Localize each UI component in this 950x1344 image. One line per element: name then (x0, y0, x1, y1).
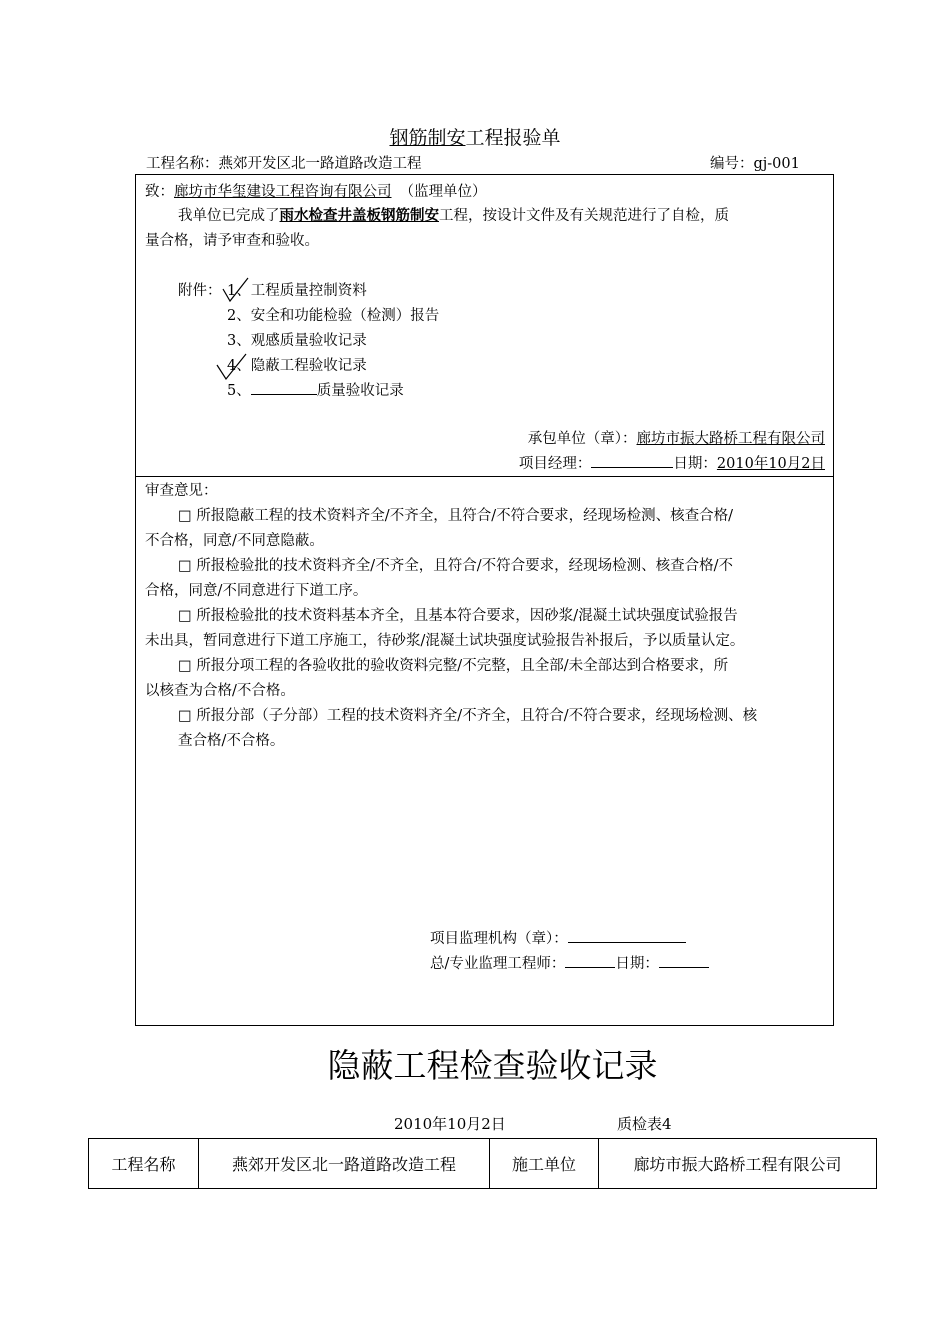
number-value: gj-001 (753, 156, 800, 172)
manager-label: 项目经理： (518, 456, 592, 472)
form-title-work: 钢筋制安 (389, 127, 466, 149)
form-title-suffix: 工程报验单 (465, 127, 561, 149)
construction-unit-label-cell: 施工单位 (490, 1139, 599, 1189)
project-name: 燕郊开发区北一路道路改造工程 (218, 156, 422, 172)
date-label: 日期： (673, 456, 717, 472)
construction-unit-value-cell: 廊坊市振大路桥工程有限公司 (599, 1139, 877, 1189)
record-title: 隐蔽工程检查验收记录 (327, 1046, 658, 1085)
contractor-name: 廊坊市振大路桥工程有限公司 (636, 431, 825, 447)
project-name-label-cell: 工程名称 (89, 1139, 199, 1189)
review-label: 审查意见： (145, 483, 218, 499)
date-value: 2010年10月2日 (716, 456, 825, 472)
contractor-line (528, 427, 825, 448)
record-form-number: 质检表4 (617, 1115, 672, 1133)
review-option-3: □ 所报检验批的技术资料基本齐全，且基本符合要求，因砂浆/混凝土试块强度试验报告 (178, 608, 738, 624)
review-option-3-cont: 未出具，暂同意进行下道工序施工，待砂浆/混凝土试块强度试验报告补报后，予以质量认定。 (145, 633, 745, 649)
review-option-1: □ 所报隐蔽工程的技术资料齐全/不齐全，且符合/不符合要求，经现场检测、核查合格/ (178, 508, 733, 524)
form-number (710, 152, 800, 173)
attachments-label: 附件： (178, 283, 222, 299)
record-info-table (88, 1138, 877, 1189)
record-date: 2010年10月2日 (394, 1115, 506, 1133)
review-option-5-cont: 查合格/不合格。 (178, 733, 285, 749)
review-option-1-cont: 不合格，同意/不同意隐蔽。 (145, 533, 324, 549)
supervisor-org-blank (568, 928, 686, 943)
attachment-item-2: 2、安全和功能检验（检测）报告 (227, 308, 440, 324)
review-box (135, 475, 834, 1026)
check-mark-icon (222, 277, 250, 307)
body-suffix: 工程，按设计文件及有关规范进行了自检，质 (439, 208, 729, 224)
engineer-signature-blank (565, 953, 615, 968)
attachment-item-3: 3、观感质量验收记录 (227, 333, 367, 349)
to-label: 致： (145, 184, 174, 200)
body-prefix: 我单位已完成了 (178, 208, 280, 224)
contractor-label: 承包单位（章）： (527, 431, 637, 447)
supervisor-org-label: 项目监理机构（章）： (430, 931, 568, 947)
review-option-5: □ 所报分部（子分部）工程的技术资料齐全/不齐全，且符合/不符合要求，经现场检测、核 (178, 708, 758, 724)
supervisor-org-line (430, 927, 686, 948)
attachment-5-prefix: 5、 (227, 383, 251, 399)
review-option-2-cont: 合格，同意/不同意进行下道工序。 (145, 583, 368, 599)
supervisor-suffix: （监理单位） (399, 184, 487, 200)
project-label: 工程名称： (146, 156, 219, 172)
submission-box (135, 174, 834, 477)
form-title (0, 123, 950, 150)
check-mark-icon (216, 353, 248, 383)
body-line-2: 量合格，请予审查和验收。 (145, 233, 319, 249)
project-name-value-cell: 燕郊开发区北一路道路改造工程 (199, 1139, 490, 1189)
manager-signature-blank (591, 453, 673, 468)
review-option-2: □ 所报检验批的技术资料齐全/不齐全，且符合/不符合要求，经现场检测、核查合格/不 (178, 558, 733, 574)
engineer-line (430, 952, 709, 973)
addressee-line (145, 180, 487, 201)
attachment-item-5 (227, 379, 404, 400)
engineer-date-label: 日期： (615, 956, 659, 972)
attachment-item-1: 1、工程质量控制资料 (227, 283, 367, 299)
attachment-5-suffix: 质量验收记录 (316, 383, 404, 399)
body-line-1 (178, 204, 729, 225)
number-label: 编号： (710, 156, 754, 172)
attachment-item-4: 4、隐蔽工程验收记录 (227, 358, 367, 374)
manager-date-line (519, 452, 825, 473)
body-work: 雨水检查井盖板钢筋制安 (279, 208, 439, 224)
table-row (89, 1139, 877, 1189)
attachment-5-blank (251, 380, 317, 395)
review-option-4-cont: 以核查为合格/不合格。 (145, 683, 295, 699)
review-option-4: □ 所报分项工程的各验收批的验收资料完整/不完整，且全部/未全部达到合格要求，所 (178, 658, 729, 674)
project-name-line (146, 152, 422, 173)
engineer-label: 总/专业监理工程师： (430, 956, 566, 972)
supervisor-company: 廊坊市华玺建设工程咨询有限公司 (174, 184, 392, 200)
engineer-date-blank (659, 953, 709, 968)
